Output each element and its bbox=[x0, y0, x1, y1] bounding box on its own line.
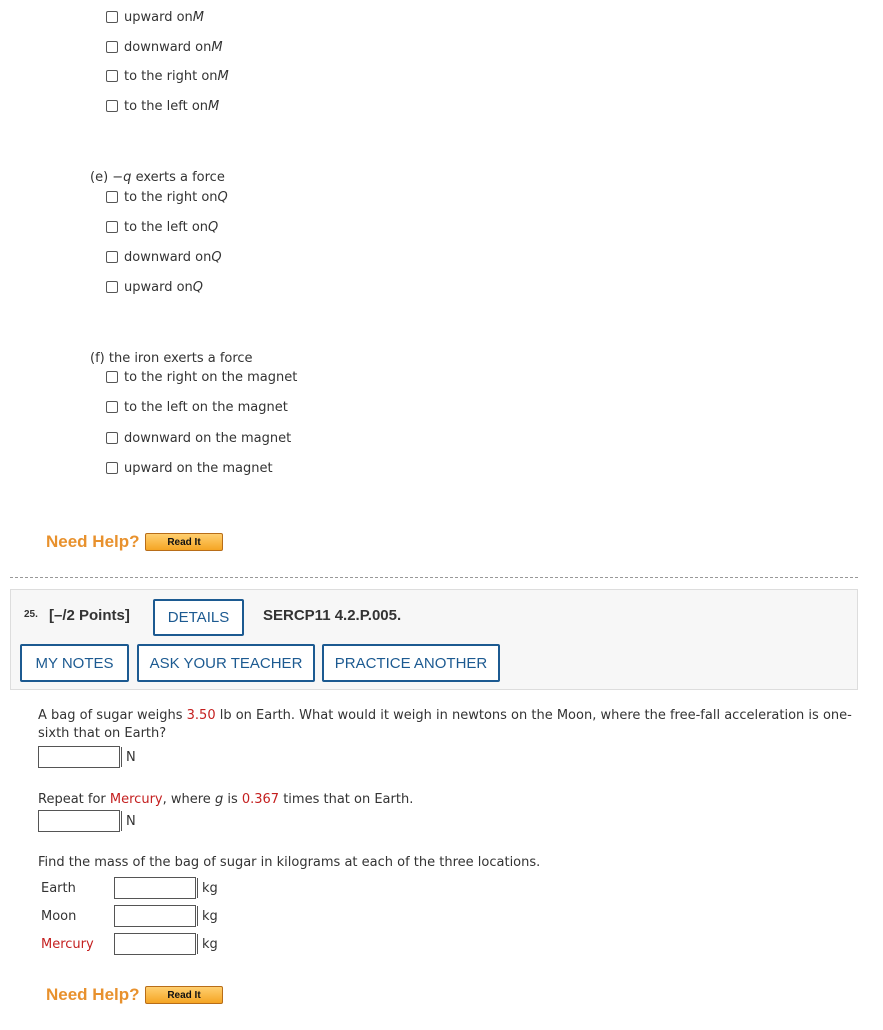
option-downward-on-m[interactable]: downward on M bbox=[106, 39, 223, 55]
question-code: SERCP11 4.2.P.005. bbox=[263, 607, 402, 624]
moon-mass-input[interactable] bbox=[114, 905, 196, 927]
need-help-label: Need Help? bbox=[46, 985, 140, 1004]
checkbox[interactable] bbox=[106, 70, 118, 82]
row-label-moon: Moon bbox=[41, 909, 77, 924]
row-label-mercury: Mercury bbox=[41, 937, 94, 952]
mercury-prompt: Repeat for Mercury, where g is 0.367 times that on Earth. bbox=[38, 792, 414, 807]
unit-kg: kg bbox=[197, 878, 218, 898]
checkbox[interactable] bbox=[106, 11, 118, 23]
checkbox[interactable] bbox=[106, 41, 118, 53]
option-left-on-magnet[interactable]: to the left on the magnet bbox=[106, 399, 288, 415]
option-right-on-m[interactable]: to the right on M bbox=[106, 68, 229, 84]
checkbox[interactable] bbox=[106, 462, 118, 474]
practice-another-button[interactable]: PRACTICE ANOTHER bbox=[322, 644, 500, 682]
option-right-on-magnet[interactable]: to the right on the magnet bbox=[106, 369, 297, 385]
option-left-on-m[interactable]: to the left on M bbox=[106, 98, 219, 114]
checkbox[interactable] bbox=[106, 251, 118, 263]
ask-your-teacher-button[interactable]: ASK YOUR TEACHER bbox=[137, 644, 315, 682]
checkbox[interactable] bbox=[106, 281, 118, 293]
option-upward-on-q[interactable]: upward on Q bbox=[106, 279, 203, 295]
checkbox[interactable] bbox=[106, 371, 118, 383]
unit-kg: kg bbox=[197, 934, 218, 954]
problem-text-line2: sixth that on Earth? bbox=[38, 726, 167, 741]
row-label-earth: Earth bbox=[41, 881, 76, 896]
checkbox[interactable] bbox=[106, 191, 118, 203]
option-right-on-q[interactable]: to the right on Q bbox=[106, 189, 228, 205]
moon-weight-input[interactable] bbox=[38, 746, 120, 768]
question-points: [–/2 Points] bbox=[49, 607, 130, 624]
checkbox[interactable] bbox=[106, 432, 118, 444]
read-it-button[interactable]: Read It bbox=[145, 986, 223, 1004]
question-number: 25. bbox=[24, 609, 38, 620]
my-notes-button[interactable]: MY NOTES bbox=[20, 644, 129, 682]
checkbox[interactable] bbox=[106, 221, 118, 233]
option-upward-on-magnet[interactable]: upward on the magnet bbox=[106, 460, 273, 476]
unit-kg: kg bbox=[197, 906, 218, 926]
unit-newtons: N bbox=[121, 747, 136, 767]
read-it-button[interactable]: Read It bbox=[145, 533, 223, 551]
option-downward-on-magnet[interactable]: downward on the magnet bbox=[106, 430, 291, 446]
option-left-on-q[interactable]: to the left on Q bbox=[106, 219, 218, 235]
unit-newtons: N bbox=[121, 811, 136, 831]
earth-mass-input[interactable] bbox=[114, 877, 196, 899]
option-downward-on-q[interactable]: downward on Q bbox=[106, 249, 222, 265]
option-upward-on-m[interactable]: upward on M bbox=[106, 9, 204, 25]
checkbox[interactable] bbox=[106, 401, 118, 413]
part-f-prompt: (f) the iron exerts a force bbox=[90, 351, 253, 366]
mass-prompt: Find the mass of the bag of sugar in kilograms at each of the three locations. bbox=[38, 855, 541, 870]
details-button[interactable]: DETAILS bbox=[153, 599, 244, 636]
problem-text-line1: A bag of sugar weighs 3.50 lb on Earth. What would it weigh in newtons on the Moon, where the free-fall acceleration is one- bbox=[38, 708, 852, 723]
mercury-weight-input[interactable] bbox=[38, 810, 120, 832]
need-help-label: Need Help? bbox=[46, 532, 140, 551]
question-divider bbox=[10, 577, 858, 578]
checkbox[interactable] bbox=[106, 100, 118, 112]
mercury-mass-input[interactable] bbox=[114, 933, 196, 955]
part-e-prompt: (e) −q exerts a force bbox=[90, 170, 225, 185]
